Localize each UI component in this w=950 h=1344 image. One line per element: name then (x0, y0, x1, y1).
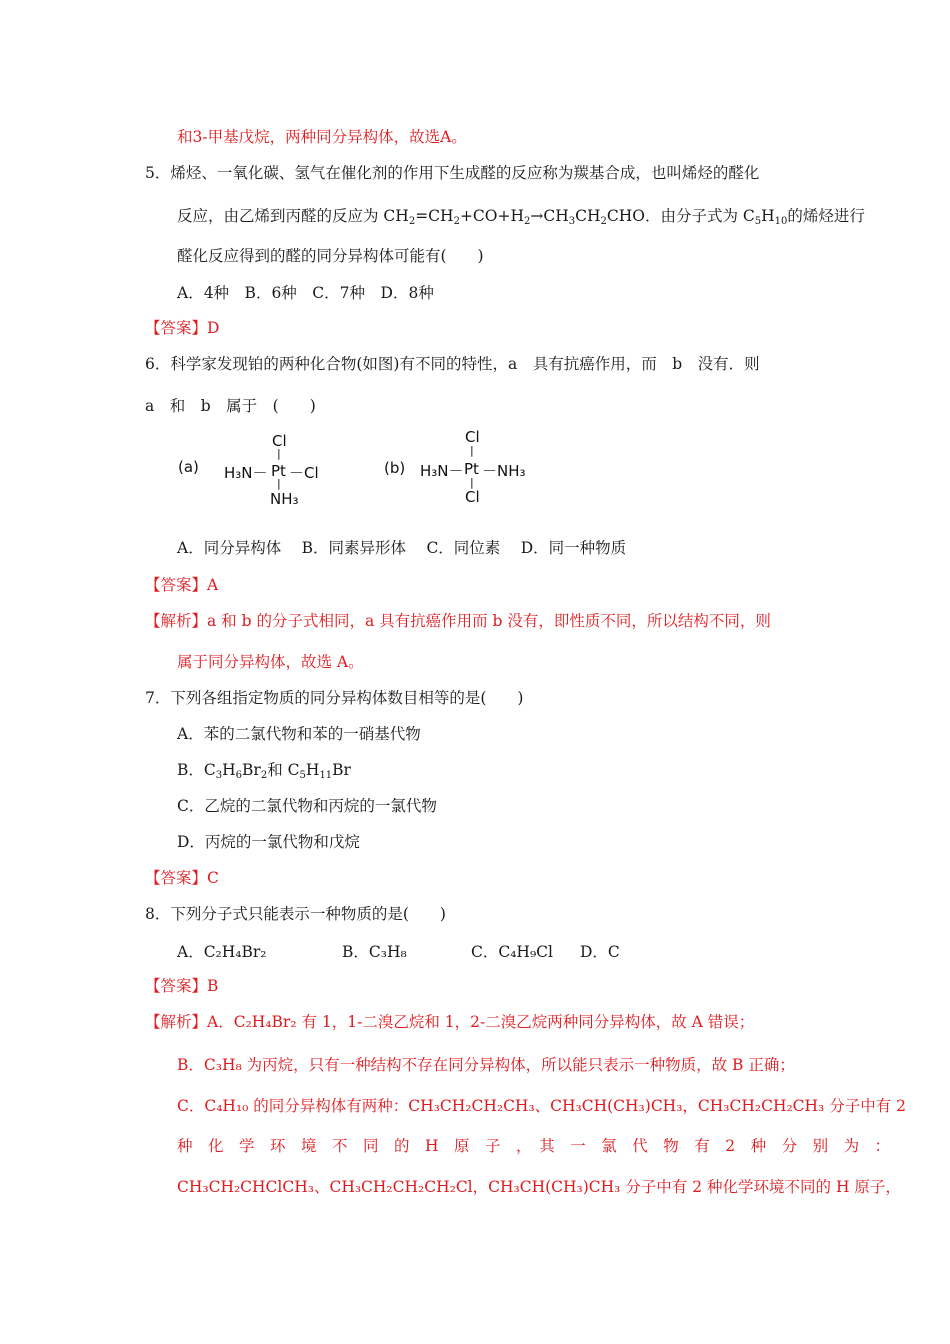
q8-explanation-line2: B．C₃H₈ 为丙烷，只有一种结构不存在同分异构体，所以能只表示一种物质，故 B 正确； (177, 1056, 795, 1074)
answer-tag: 【答案】 (145, 869, 208, 887)
prev-explanation-tail: 和3-甲基戊烷，两种同分异构体，故选A。 (177, 128, 467, 146)
structure-a-label: (a) (178, 458, 199, 476)
q5-stem-line2: 反应，由乙烯到丙醛的反应为 $CH_2=CH_2+CO+H_2\to CH_3CH_2CHO$．由分子式为 $C_5H_{10}$的烯烃进行 (177, 207, 865, 227)
answer-value: D (207, 319, 220, 337)
q5-answer (145, 318, 219, 338)
explain-tag: 【解析】 (145, 612, 208, 630)
q8-option-b: B．C₃H₈ (342, 943, 407, 961)
answer-tag: 【答案】 (145, 319, 208, 337)
answer-tag: 【答案】 (145, 576, 208, 594)
structure-b-bottom: Cl (465, 488, 480, 506)
q7-answer (145, 868, 219, 888)
q6-answer (145, 575, 218, 595)
q8-option-a: A．C₂H₄Br₂ (177, 943, 267, 961)
q7-option-b: B．$C_3H_6Br_2$和 $C_5H_{11}Br$ (177, 761, 351, 781)
q7-option-a: A．苯的二氯代物和苯的一硝基代物 (177, 725, 421, 743)
structure-a-right: －Cl (289, 464, 319, 482)
q5-stem-line1: 5．烯烃、一氧化碳、氢气在催化剂的作用下生成醛的反应称为羰基合成，也叫烯烃的醛化 (145, 164, 760, 182)
answer-value: C (207, 869, 219, 887)
answer-tag: 【答案】 (145, 977, 208, 995)
q6-stem-line2: a 和 b 属于 ( ) (145, 397, 316, 415)
answer-value: B (207, 977, 219, 995)
q8-answer (145, 976, 218, 996)
structure-b-right: －NH₃ (482, 462, 526, 480)
q7-option-c: C．乙烷的二氯代物和丙烷的一氯代物 (177, 797, 437, 815)
structure-b-top: Cl (465, 428, 480, 446)
structure-b-center: Pt (464, 460, 479, 478)
structure-a-bottom: NH₃ (270, 490, 299, 508)
q7-option-d: D．丙烷的一氯代物和戊烷 (177, 833, 360, 851)
structure-a: (a) Cl | H₃N－ Pt －Cl | NH₃ (178, 432, 319, 508)
answer-value: A (207, 576, 219, 594)
structure-a-center: Pt (271, 462, 286, 480)
q6-stem-line1: 6．科学家发现铂的两种化合物(如图)有不同的特性，a 具有抗癌作用，而 b 没有．则 (145, 355, 760, 373)
structure-a-top: Cl (272, 432, 287, 450)
structure-b-label: (b) (384, 459, 406, 477)
q5-options: A．4种 B．6种 C．7种 D．8种 (177, 284, 434, 302)
q8-explanation-line1: 【解析】A．C₂H₄Br₂ 有 1，1-二溴乙烷和 1，2-二溴乙烷两种同分异构体，故 A 错误； (145, 1013, 755, 1031)
q8-explanation-line4: 种 化 学 环 境 不 同 的 H 原 子 ， 其 一 氯 代 物 有 2 种 分 别 为 ： (177, 1137, 891, 1155)
q8-explanation-line5: CH₃CH₂CHClCH₃、CH₃CH₂CH₂CH₂Cl，CH₃CH(CH₃)CH₃ 分子中有 2 种化学环境不同的 H 原子， (177, 1178, 901, 1196)
q6-explanation-line1: 【解析】a 和 b 的分子式相同，a 具有抗癌作用而 b 没有，即性质不同，所以结构不同，则 (145, 612, 771, 630)
q8-option-c: C．C₄H₉Cl (471, 943, 553, 961)
structure-b: (b) Cl | H₃N－ Pt －NH₃ | Cl (384, 428, 526, 506)
explain-tag: 【解析】 (145, 1013, 208, 1031)
q6-options: A．同分异构体 B．同素异形体 C．同位素 D．同一种物质 (177, 539, 627, 557)
q5-stem-line3: 醛化反应得到的醛的同分异构体可能有( ) (177, 247, 484, 265)
q7-stem: 7．下列各组指定物质的同分异构体数目相等的是( ) (145, 689, 524, 707)
q8-option-d: D．C (580, 943, 620, 961)
structure-a-left: H₃N－ (224, 464, 268, 482)
structure-b-left: H₃N－ (420, 462, 464, 480)
q6-explanation-line2: 属于同分异构体，故选 A。 (177, 653, 364, 671)
q8-explanation-line3: C．C₄H₁₀ 的同分异构体有两种：CH₃CH₂CH₂CH₃、CH₃CH(CH₃)CH₃，CH₃CH₂CH₂CH₃ 分子中有 2 (177, 1097, 906, 1115)
q8-stem: 8．下列分子式只能表示一种物质的是( ) (145, 905, 446, 923)
